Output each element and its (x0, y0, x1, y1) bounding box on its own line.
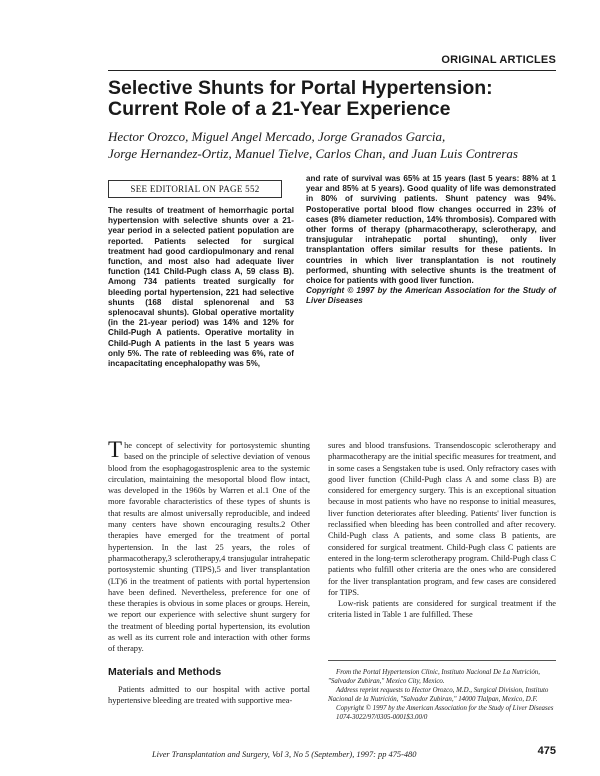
footnote-block (328, 668, 556, 722)
intro-paragraph (108, 437, 310, 655)
header-rule (108, 70, 556, 71)
footnote-reprint: Address reprint requests to Hector Orozco, M.D., Surgical Division, Instituto Nacional de la Nutrición, "Salvador Zubiran," 14000 Tlalpan, Mexico, D.F. (328, 687, 549, 703)
abstract-copyright: Copyright © 1997 by the American Association for the Study of Liver Diseases (306, 286, 556, 306)
body-left-column (108, 437, 310, 707)
methods-paragraph: Patients admitted to our hospital with active portal hypertensive bleeding are treated with supportive mea- (108, 684, 310, 706)
title-line-2: Current Role of a 21-Year Experience (108, 98, 451, 120)
footnote-affiliation: From the Portal Hypertension Clinic, Instituto Nacional De La Nutrición, "Salvador Zubiran," Mexico City, Mexico. (328, 669, 540, 685)
abstract-right-column (306, 174, 556, 307)
methods-continued-paragraph: sures and blood transfusions. Transendoscopic sclerotherapy and pharmacotherapy are the initial specific measures for treatment, and in some cases a Sengstaken tube is used. Only refractory cases with good liver function (Child-Pugh class A and some class B) are considered for emergency surgery. This is an exceptional situation because in most patients who have no response to initial measures, liver function deteriorates after bleeding. Patients' liver function is reclassified when bleeding has been controlled and after recovery. Child-Pugh class A patients, and some class B patients, are considered for surgical treatment. Child-Pugh class C patients are entered in the long-term sclerotherapy program. Child-Pugh class C patients who fulfill other criteria are the ones who are considered for the liver transplantation program, and few cases are considered for TIPS. (328, 441, 556, 597)
criteria-paragraph: Low-risk patients are considered for surgical treatment if the criteria listed in Table 1 are fulfilled. These (328, 599, 556, 620)
journal-citation: Liver Transplantation and Surgery, Vol 3, No 5 (September), 1997: pp 475-480 (152, 750, 417, 759)
footnote-copyright: Copyright © 1997 by the American Association for the Study of Liver Diseases (336, 705, 554, 712)
editorial-reference-box: SEE EDITORIAL ON PAGE 552 (108, 180, 282, 198)
page-number: 475 (537, 745, 556, 757)
drop-cap: T (108, 437, 123, 462)
footnote-code: 1074-3022/97/0305-0001$3.00/0 (336, 714, 428, 721)
footnote-rule (328, 660, 556, 661)
section-label: ORIGINAL ARTICLES (441, 54, 556, 66)
intro-text: he concept of selectivity for portosystemic shunting based on the principle of selective deviation of venous blood from the esophagogastrosplenic area to the systemic circulation, maintaining the mesoportal blood flow intact, was developed in the 1960s by Warren et al.1 One of the more favorable characteristics of these types of shunts is that results are almost universally reproducible, and indeed many centers have shown encouraging results.2 Other therapies have emerged for the treatment of portal hypertension. In the last 25 years, the roles of pharmacotherapy,3 sclerotherapy,4 transjugular intrahepatic portosystemic shunting (TIPS),5 and liver transplantation (LT)6 in the treatment of patients with portal hypertension have been defined. Nevertheless, preference for one of these therapies is obvious in some places or groups. Herein, we report our experience with selective shunt surgery for the treatment of bleeding portal hypertension, its evolution as well as its current role and interaction with other forms of therapy. (108, 441, 310, 654)
authors-line-2: Jorge Hernandez-Ortiz, Manuel Tielve, Carlos Chan, and Juan Luis Contreras (108, 146, 518, 161)
author-list (108, 128, 558, 162)
section-heading-materials-methods: Materials and Methods (108, 665, 222, 678)
article-title (108, 78, 568, 120)
abstract-left-column (108, 206, 294, 369)
authors-line-1: Hector Orozco, Miguel Angel Mercado, Jorge Granados Garcia, (108, 129, 446, 144)
body-right-column (328, 440, 556, 621)
title-line-1: Selective Shunts for Portal Hypertension: (108, 77, 493, 99)
abstract-text-right: and rate of survival was 65% at 15 years (last 5 years: 88% at 1 year and 85% at 5 years). Good quality of life was demonstrated in 80% of surviving patients. Shunt patency was 94%. Postoperative portal blood flow changes occurred in 23% of cases (8% diameter reduction, 14% thrombosis). Compared with other forms of therapy (pharmacotherapy, sclerotherapy, and transjugular intrahepatic portal shunting), only liver transplantation offers similar results for these patients. In countries in which liver transplantation is not routinely performed, shunting with selective shunts is the treatment of choice for patients with good liver function. (306, 174, 556, 286)
abstract-text-left: The results of treatment of hemorrhagic portal hypertension with selective shunts over a 21-year period in a selected patient population are reported. Patients selected for surgical treatment had good cardiopulmonary and renal function, and most also had adequate liver function (141 Child-Pugh class A, 59 class B). Among 734 patients treated surgically for bleeding portal hypertension, 221 had selective shunts (168 distal splenorenal and 53 splenocaval shunts). Global operative mortality (in the 21-year period) was 14% and 12% for Child-Pugh A patients. Operative mortality in Child-Pugh A patients in the last 5 years was only 5%. The rate of rebleeding was 6%, rate of incapacitating encephalopathy was 5%, (108, 206, 294, 369)
